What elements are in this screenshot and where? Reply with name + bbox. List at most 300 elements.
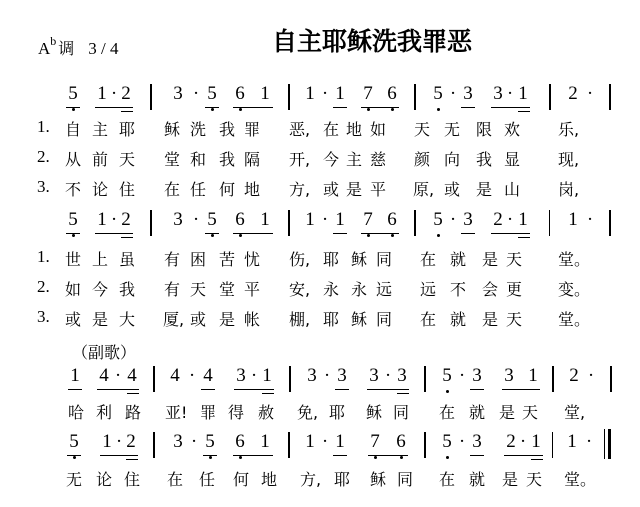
dot: ·	[458, 365, 466, 386]
dot: ·	[506, 83, 514, 104]
underline	[504, 455, 543, 456]
lyric: 伤,	[289, 250, 311, 269]
lyric: 世	[64, 250, 81, 269]
lyric: 厦,	[163, 310, 185, 329]
underline	[491, 233, 530, 234]
note: 2	[126, 431, 136, 452]
lyric: 是	[481, 250, 498, 269]
lyric: 今	[322, 150, 339, 169]
note: 1	[568, 209, 578, 230]
note: 1	[335, 209, 345, 230]
note: 1	[262, 365, 272, 386]
lyric: 就	[468, 403, 485, 422]
note: 1	[528, 365, 538, 386]
lyric: 住	[118, 180, 135, 199]
underline	[121, 237, 133, 238]
lyric: 在	[419, 310, 436, 329]
final-barline-thin	[604, 429, 605, 459]
underline	[201, 389, 215, 390]
key-label: 调	[58, 39, 75, 58]
note: 5	[203, 432, 217, 452]
note: 5	[66, 210, 80, 230]
lyric: 地	[243, 180, 260, 199]
verse-number: 1.	[37, 117, 50, 136]
lyric: 向	[443, 150, 460, 169]
note: 5	[67, 432, 81, 452]
lyric: 苦	[218, 250, 235, 269]
lyric: 稣	[350, 250, 367, 269]
note: 3	[504, 365, 514, 386]
underline	[68, 389, 82, 390]
lyric: 是	[501, 470, 518, 489]
lyric: 岗,	[558, 180, 580, 199]
underline	[233, 233, 273, 234]
underline	[502, 389, 540, 390]
lyric: 堂,	[564, 403, 586, 422]
underline	[262, 393, 274, 394]
notation-row-4	[0, 432, 640, 464]
note: 1	[97, 83, 107, 104]
underline	[121, 111, 133, 112]
note: 1	[531, 431, 541, 452]
underline	[126, 459, 138, 460]
note: 3	[173, 431, 183, 452]
underline	[66, 233, 80, 234]
barline	[424, 366, 426, 392]
verse-number: 2.	[37, 147, 50, 166]
underline	[461, 233, 475, 234]
lyric: 稣	[365, 403, 382, 422]
lyric: 就	[449, 310, 466, 329]
lyric: 就	[468, 470, 485, 489]
lyric: 路	[124, 403, 141, 422]
underline	[531, 459, 543, 460]
barline	[414, 210, 416, 236]
dot: ·	[188, 365, 196, 386]
lyric: 是	[475, 180, 492, 199]
lyric: 罪	[199, 403, 216, 422]
barline	[289, 366, 291, 392]
note: 4	[127, 365, 137, 386]
lyric: 帐	[243, 310, 260, 329]
lyric: 耶	[118, 120, 135, 139]
underline	[461, 107, 475, 108]
lyric: 稣	[350, 310, 367, 329]
dot: ·	[587, 365, 595, 386]
lyric: 利	[95, 403, 112, 422]
barline	[414, 84, 416, 110]
underline	[518, 237, 530, 238]
dot: ·	[586, 83, 594, 104]
lyric: 我	[475, 150, 492, 169]
verse-number: 2.	[37, 277, 50, 296]
lyric: 任	[189, 180, 206, 199]
lyric: 堂	[163, 150, 180, 169]
lyric: 从	[64, 150, 81, 169]
lyric: 论	[95, 470, 112, 489]
lyric: 远	[419, 280, 436, 299]
lyric: 无	[443, 120, 460, 139]
notation-row-2	[0, 210, 640, 242]
underline	[205, 107, 219, 108]
note: 1	[567, 431, 577, 452]
lyric: 开,	[289, 150, 311, 169]
lyrics-verse-2	[0, 277, 640, 299]
lyric: 堂。	[558, 310, 591, 329]
lyric: 洗	[189, 120, 206, 139]
barline	[552, 366, 554, 392]
dot: ·	[586, 209, 594, 230]
underline	[205, 233, 219, 234]
lyric: 大	[118, 310, 135, 329]
barline	[424, 432, 426, 458]
lyric: 欢	[503, 120, 520, 139]
lyric: 在	[322, 120, 339, 139]
lyric: 同	[392, 403, 409, 422]
lyric: 棚,	[289, 310, 311, 329]
lyric: 地	[345, 120, 362, 139]
note: 2	[493, 209, 503, 230]
lyric: 堂	[218, 280, 235, 299]
lyric: 在	[438, 470, 455, 489]
underline	[333, 455, 347, 456]
note: 2	[506, 431, 516, 452]
lyric: 不	[449, 280, 466, 299]
lyric: 原,	[413, 180, 435, 199]
lyric: 山	[503, 180, 520, 199]
note: 2	[569, 365, 579, 386]
underline	[368, 455, 408, 456]
dot: ·	[384, 365, 392, 386]
dot: ·	[323, 365, 331, 386]
lyric: 永	[322, 280, 339, 299]
lyric: 耶	[322, 310, 339, 329]
song-title: 自主耶稣洗我罪恶	[272, 27, 473, 56]
lyric: 平	[369, 180, 386, 199]
lyric: 是	[91, 310, 108, 329]
lyric: 在	[163, 180, 180, 199]
dot: ·	[449, 83, 457, 104]
lyric: 得	[227, 403, 244, 422]
lyrics-chorus-1	[0, 400, 640, 422]
lyric: 同	[375, 310, 392, 329]
note: 1	[305, 431, 315, 452]
note: 1	[518, 209, 528, 230]
lyric: 耶	[328, 403, 345, 422]
lyric: 耶	[333, 470, 350, 489]
verse-number: 3.	[37, 177, 50, 196]
lyric: 我	[118, 280, 135, 299]
lyric: 限	[475, 120, 492, 139]
lyric: 方,	[289, 180, 311, 199]
barline	[153, 366, 155, 392]
barline	[288, 84, 290, 110]
underline	[361, 107, 399, 108]
lyric: 哈	[67, 403, 84, 422]
note: 7	[368, 432, 382, 452]
note: 1	[260, 83, 270, 104]
dot: ·	[190, 431, 198, 452]
lyric: 如	[64, 280, 81, 299]
lyric: 是	[218, 310, 235, 329]
note: 3	[397, 365, 407, 386]
lyric: 是	[498, 403, 515, 422]
dot: ·	[506, 209, 514, 230]
notation-row-1	[0, 84, 640, 116]
note: 3	[472, 365, 482, 386]
dot: ·	[192, 209, 200, 230]
note: 1	[97, 209, 107, 230]
note: 5	[440, 432, 454, 452]
lyric: 颜	[413, 150, 430, 169]
lyric: 或	[189, 310, 206, 329]
lyric: 变。	[558, 280, 591, 299]
note: 6	[233, 84, 247, 104]
lyric: 我	[218, 120, 235, 139]
lyric: 或	[443, 180, 460, 199]
barline	[288, 210, 290, 236]
underline	[233, 455, 273, 456]
dot: ·	[519, 431, 527, 452]
underline	[233, 107, 273, 108]
underline	[397, 393, 409, 394]
lyric: 罪	[243, 120, 260, 139]
underline	[333, 233, 347, 234]
dot: ·	[192, 83, 200, 104]
note: 3	[236, 365, 246, 386]
barline	[150, 210, 152, 236]
note: 5	[431, 84, 445, 104]
lyrics-verse-3	[0, 307, 640, 329]
lyric: 上	[91, 250, 108, 269]
note: 1	[305, 209, 315, 230]
note: 3	[463, 83, 473, 104]
note: 2	[121, 83, 131, 104]
dot: ·	[250, 365, 258, 386]
lyric: 平	[243, 280, 260, 299]
underline	[518, 111, 530, 112]
note: 5	[205, 210, 219, 230]
underline	[95, 233, 133, 234]
lyric: 稣	[369, 470, 386, 489]
lyric: 隔	[243, 150, 260, 169]
lyric: 在	[166, 470, 183, 489]
lyric: 虽	[118, 250, 135, 269]
lyric: 堂。	[564, 470, 597, 489]
note: 1	[305, 83, 315, 104]
lyric: 慈	[369, 150, 386, 169]
note: 4	[203, 365, 213, 386]
lyric: 忧	[243, 250, 260, 269]
note: 5	[66, 84, 80, 104]
lyric: 何	[218, 180, 235, 199]
dot: ·	[321, 83, 329, 104]
key-flat: b	[50, 34, 57, 49]
barline	[609, 84, 611, 110]
lyric: 远	[375, 280, 392, 299]
underline	[335, 389, 349, 390]
lyric: 天	[118, 150, 135, 169]
note: 1	[102, 431, 112, 452]
dot: ·	[115, 431, 123, 452]
note: 5	[440, 366, 454, 386]
lyric: 就	[449, 250, 466, 269]
lyric: 天	[413, 120, 430, 139]
note: 5	[205, 84, 219, 104]
lyric: 天	[505, 250, 522, 269]
lyric: 方,	[300, 470, 322, 489]
lyric: 论	[91, 180, 108, 199]
lyrics-verse-1	[0, 117, 640, 139]
dot: ·	[110, 83, 118, 104]
note: 2	[568, 83, 578, 104]
verse-number: 1.	[37, 247, 50, 266]
dot: ·	[114, 365, 122, 386]
underline	[234, 389, 274, 390]
lyric: 稣	[163, 120, 180, 139]
dot: ·	[321, 431, 329, 452]
barline	[609, 210, 611, 236]
lyric: 何	[232, 470, 249, 489]
note: 3	[337, 365, 347, 386]
underline	[361, 233, 399, 234]
verse-number: 3.	[37, 307, 50, 326]
dot: ·	[585, 431, 593, 452]
underline	[367, 389, 409, 390]
note: 6	[385, 84, 399, 104]
note: 1	[335, 83, 345, 104]
lyric: 不	[64, 180, 81, 199]
lyric: 如	[369, 120, 386, 139]
lyric: 无	[65, 470, 82, 489]
barline	[153, 432, 155, 458]
note: 3	[173, 209, 183, 230]
note: 3	[472, 431, 482, 452]
lyric: 现,	[558, 150, 580, 169]
barline	[610, 366, 612, 392]
lyric: 天	[189, 280, 206, 299]
lyric: 更	[505, 280, 522, 299]
underline	[203, 455, 217, 456]
underline	[470, 389, 484, 390]
lyric: 主	[91, 120, 108, 139]
lyric: 永	[350, 280, 367, 299]
lyrics-verse-2	[0, 147, 640, 169]
barline	[288, 432, 290, 458]
note: 3	[463, 209, 473, 230]
barline	[549, 210, 550, 236]
key-letter: A	[38, 39, 51, 58]
note: 7	[361, 210, 375, 230]
lyric: 同	[375, 250, 392, 269]
lyric: 住	[123, 470, 140, 489]
note: 5	[431, 210, 445, 230]
lyric: 免,	[297, 403, 319, 422]
lyric: 今	[91, 280, 108, 299]
underline	[333, 107, 347, 108]
lyric: 困	[189, 250, 206, 269]
underline	[470, 455, 484, 456]
lyric: 任	[198, 470, 215, 489]
chorus-label: （副歌）	[72, 343, 137, 362]
note: 7	[361, 84, 375, 104]
lyric: 或	[322, 180, 339, 199]
lyric: 亚!	[165, 403, 188, 422]
underline	[100, 455, 138, 456]
lyric: 天	[521, 403, 538, 422]
underline	[127, 393, 139, 394]
underline	[95, 107, 133, 108]
lyrics-chorus-2	[0, 467, 640, 489]
underline	[97, 389, 139, 390]
lyric: 地	[260, 470, 277, 489]
lyrics-verse-3	[0, 177, 640, 199]
lyric: 天	[505, 310, 522, 329]
lyric: 主	[345, 150, 362, 169]
lyric: 我	[218, 150, 235, 169]
barline	[549, 84, 551, 110]
underline	[67, 455, 81, 456]
notation-row-3	[0, 366, 640, 398]
lyric: 乐,	[558, 120, 580, 139]
note: 4	[99, 365, 109, 386]
barline	[552, 432, 553, 458]
lyric: 显	[503, 150, 520, 169]
lyric: 在	[419, 250, 436, 269]
lyric: 前	[91, 150, 108, 169]
lyric: 赦	[257, 403, 274, 422]
note: 3	[493, 83, 503, 104]
lyric: 堂。	[558, 250, 591, 269]
lyric: 同	[396, 470, 413, 489]
note: 3	[369, 365, 379, 386]
note: 3	[173, 83, 183, 104]
lyric: 在	[438, 403, 455, 422]
note: 6	[233, 210, 247, 230]
note: 6	[233, 432, 247, 452]
lyric: 恶,	[289, 120, 311, 139]
note: 1	[518, 83, 528, 104]
underline	[491, 107, 530, 108]
lyric: 或	[64, 310, 81, 329]
key-signature	[38, 36, 119, 59]
lyrics-verse-1	[0, 247, 640, 269]
time-signature: 3 / 4	[88, 39, 119, 58]
lyric: 耶	[322, 250, 339, 269]
lyric: 自	[64, 120, 81, 139]
barline	[150, 84, 152, 110]
note: 1	[260, 209, 270, 230]
note: 1	[70, 365, 80, 386]
lyric: 有	[163, 250, 180, 269]
note: 6	[394, 432, 408, 452]
final-barline-thick	[608, 429, 611, 459]
dot: ·	[110, 209, 118, 230]
note: 6	[385, 210, 399, 230]
lyric: 有	[163, 280, 180, 299]
underline	[66, 107, 80, 108]
note: 3	[307, 365, 317, 386]
note: 2	[121, 209, 131, 230]
note: 1	[260, 431, 270, 452]
lyric: 是	[481, 310, 498, 329]
lyric: 和	[189, 150, 206, 169]
lyric: 天	[525, 470, 542, 489]
dot: ·	[458, 431, 466, 452]
note: 1	[335, 431, 345, 452]
lyric: 会	[481, 280, 498, 299]
dot: ·	[449, 209, 457, 230]
